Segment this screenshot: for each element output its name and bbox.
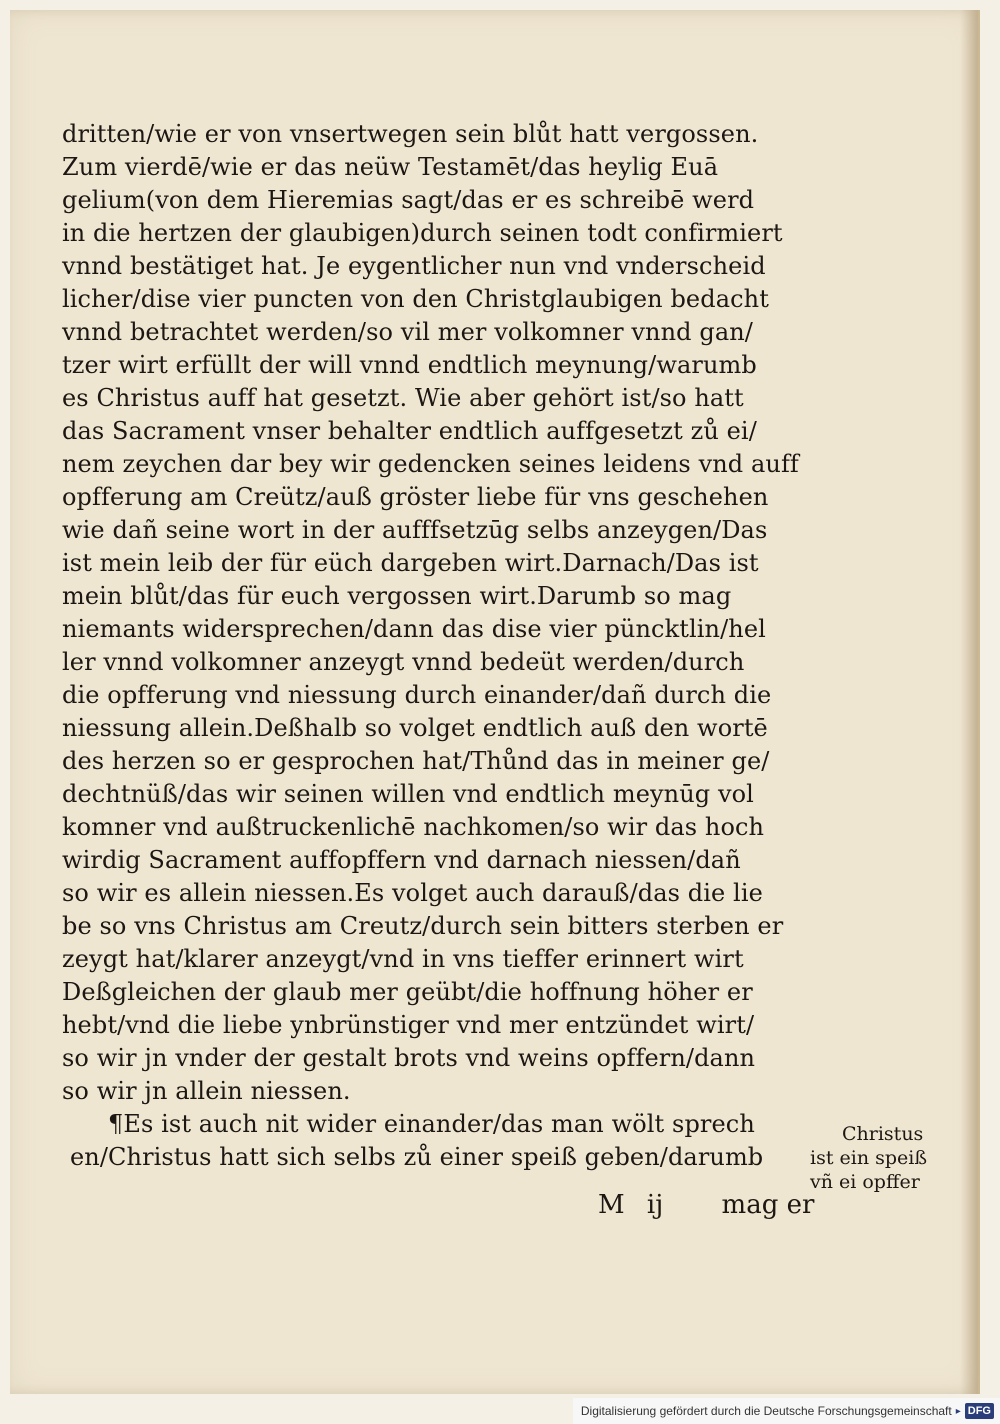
arrow-icon: ▸ <box>955 1405 961 1417</box>
main-text-block <box>62 118 806 1174</box>
funding-text: Digitalisierung gefördert durch die Deutsche Forschungsgemeinschaft <box>580 1404 952 1418</box>
text-line: niemants widersprechen/dann das dise vier püncktlin/hel <box>62 615 766 643</box>
text-line: ler vnnd volkomner anzeygt vnnd bedeüt werden/durch <box>62 648 745 676</box>
text-line: das Sacrament vnser behalter endtlich auffgesetzt zů ei/ <box>62 417 757 445</box>
text-line: en/Christus hatt sich selbs zů einer speiß geben/darumb <box>70 1143 764 1171</box>
text-line: so wir es allein niessen.Es volget auch darauß/das die lie <box>62 879 763 907</box>
text-line: so wir jn vnder der gestalt brots vnd weins opffern/dann <box>62 1044 756 1072</box>
text-line: mein blůt/das für euch vergossen wirt.Darumb so mag <box>62 582 732 610</box>
text-line: vnnd bestätiget hat. Je eygentlicher nun vnd vnderscheid <box>62 252 766 280</box>
text-line: es Christus auff hat gesetzt. Wie aber gehört ist/so hatt <box>62 384 744 412</box>
text-line: wie dañ seine wort in der aufffsetzūg selbs anzeygen/Das <box>62 516 768 544</box>
text-line: Deßgleichen der glaub mer geübt/die hoffnung höher er <box>62 978 753 1006</box>
signature-mark: M <box>598 1190 625 1220</box>
page-edge-shadow <box>960 10 978 1394</box>
text-line: wirdig Sacrament auffopffern vnd darnach niessen/dañ <box>62 846 741 874</box>
text-line: hebt/vnd die liebe ynbrünstiger vnd mer entzündet wirt/ <box>62 1011 755 1039</box>
text-line: die opfferung vnd niessung durch einander/dañ durch die <box>62 681 772 709</box>
text-line: tzer wirt erfüllt der will vnnd endtlich meynung/warumb <box>62 351 757 379</box>
catchword: mag er <box>721 1190 815 1220</box>
text-line: Zum vierdē/wie er das neüw Testamēt/das heylig Euā <box>62 153 719 181</box>
book-page <box>10 10 980 1394</box>
signature-number: ij <box>646 1190 664 1220</box>
text-line: nem zeychen dar bey wir gedencken seines leidens vnd auff <box>62 450 799 478</box>
text-line: opfferung am Creütz/auß gröster liebe für vns geschehen <box>62 483 769 511</box>
text-line: dritten/wie er von vnsertwegen sein blůt hatt vergossen. <box>62 120 759 148</box>
margin-note-line: ist ein speiß <box>810 1147 928 1169</box>
text-line: in die hertzen der glaubigen)durch seinen todt confirmiert <box>62 219 783 247</box>
text-line: des herzen so er gesprochen hat/Thůnd das in meiner ge/ <box>62 747 770 775</box>
text-line: komner vnd außtruckenlichē nachkomen/so wir das hoch <box>62 813 765 841</box>
text-line: zeygt hat/klarer anzeygt/vnd in vns tieffer erinnert wirt <box>62 945 744 973</box>
text-line: dechtnüß/das wir seinen willen vnd endtlich meynūg vol <box>62 780 754 808</box>
text-line: vnnd betrachtet werden/so vil mer volkomner vnnd gan/ <box>62 318 753 346</box>
text-line: licher/dise vier puncten von den Christglaubigen bedacht <box>62 285 769 313</box>
dfg-logo: DFG <box>965 1403 994 1419</box>
text-line: ist mein leib der für eüch dargeben wirt.Darnach/Das ist <box>62 549 759 577</box>
margin-note-line: Christus <box>842 1123 924 1145</box>
funding-banner <box>573 1398 1000 1424</box>
paragraph-start-line: ¶Es ist auch nit wider einander/das man wölt sprech <box>108 1110 755 1138</box>
text-line: so wir jn allein niessen. <box>62 1077 351 1105</box>
text-line: be so vns Christus am Creutz/durch sein bitters sterben er <box>62 912 784 940</box>
signature-line <box>598 1190 814 1220</box>
text-line: gelium(von dem Hieremias sagt/das er es schreibē werd <box>62 186 755 214</box>
margin-note-line: vñ ei opffer <box>810 1171 920 1193</box>
text-line: niessung allein.Deßhalb so volget endtlich auß den wortē <box>62 714 768 742</box>
margin-note <box>810 1122 950 1194</box>
